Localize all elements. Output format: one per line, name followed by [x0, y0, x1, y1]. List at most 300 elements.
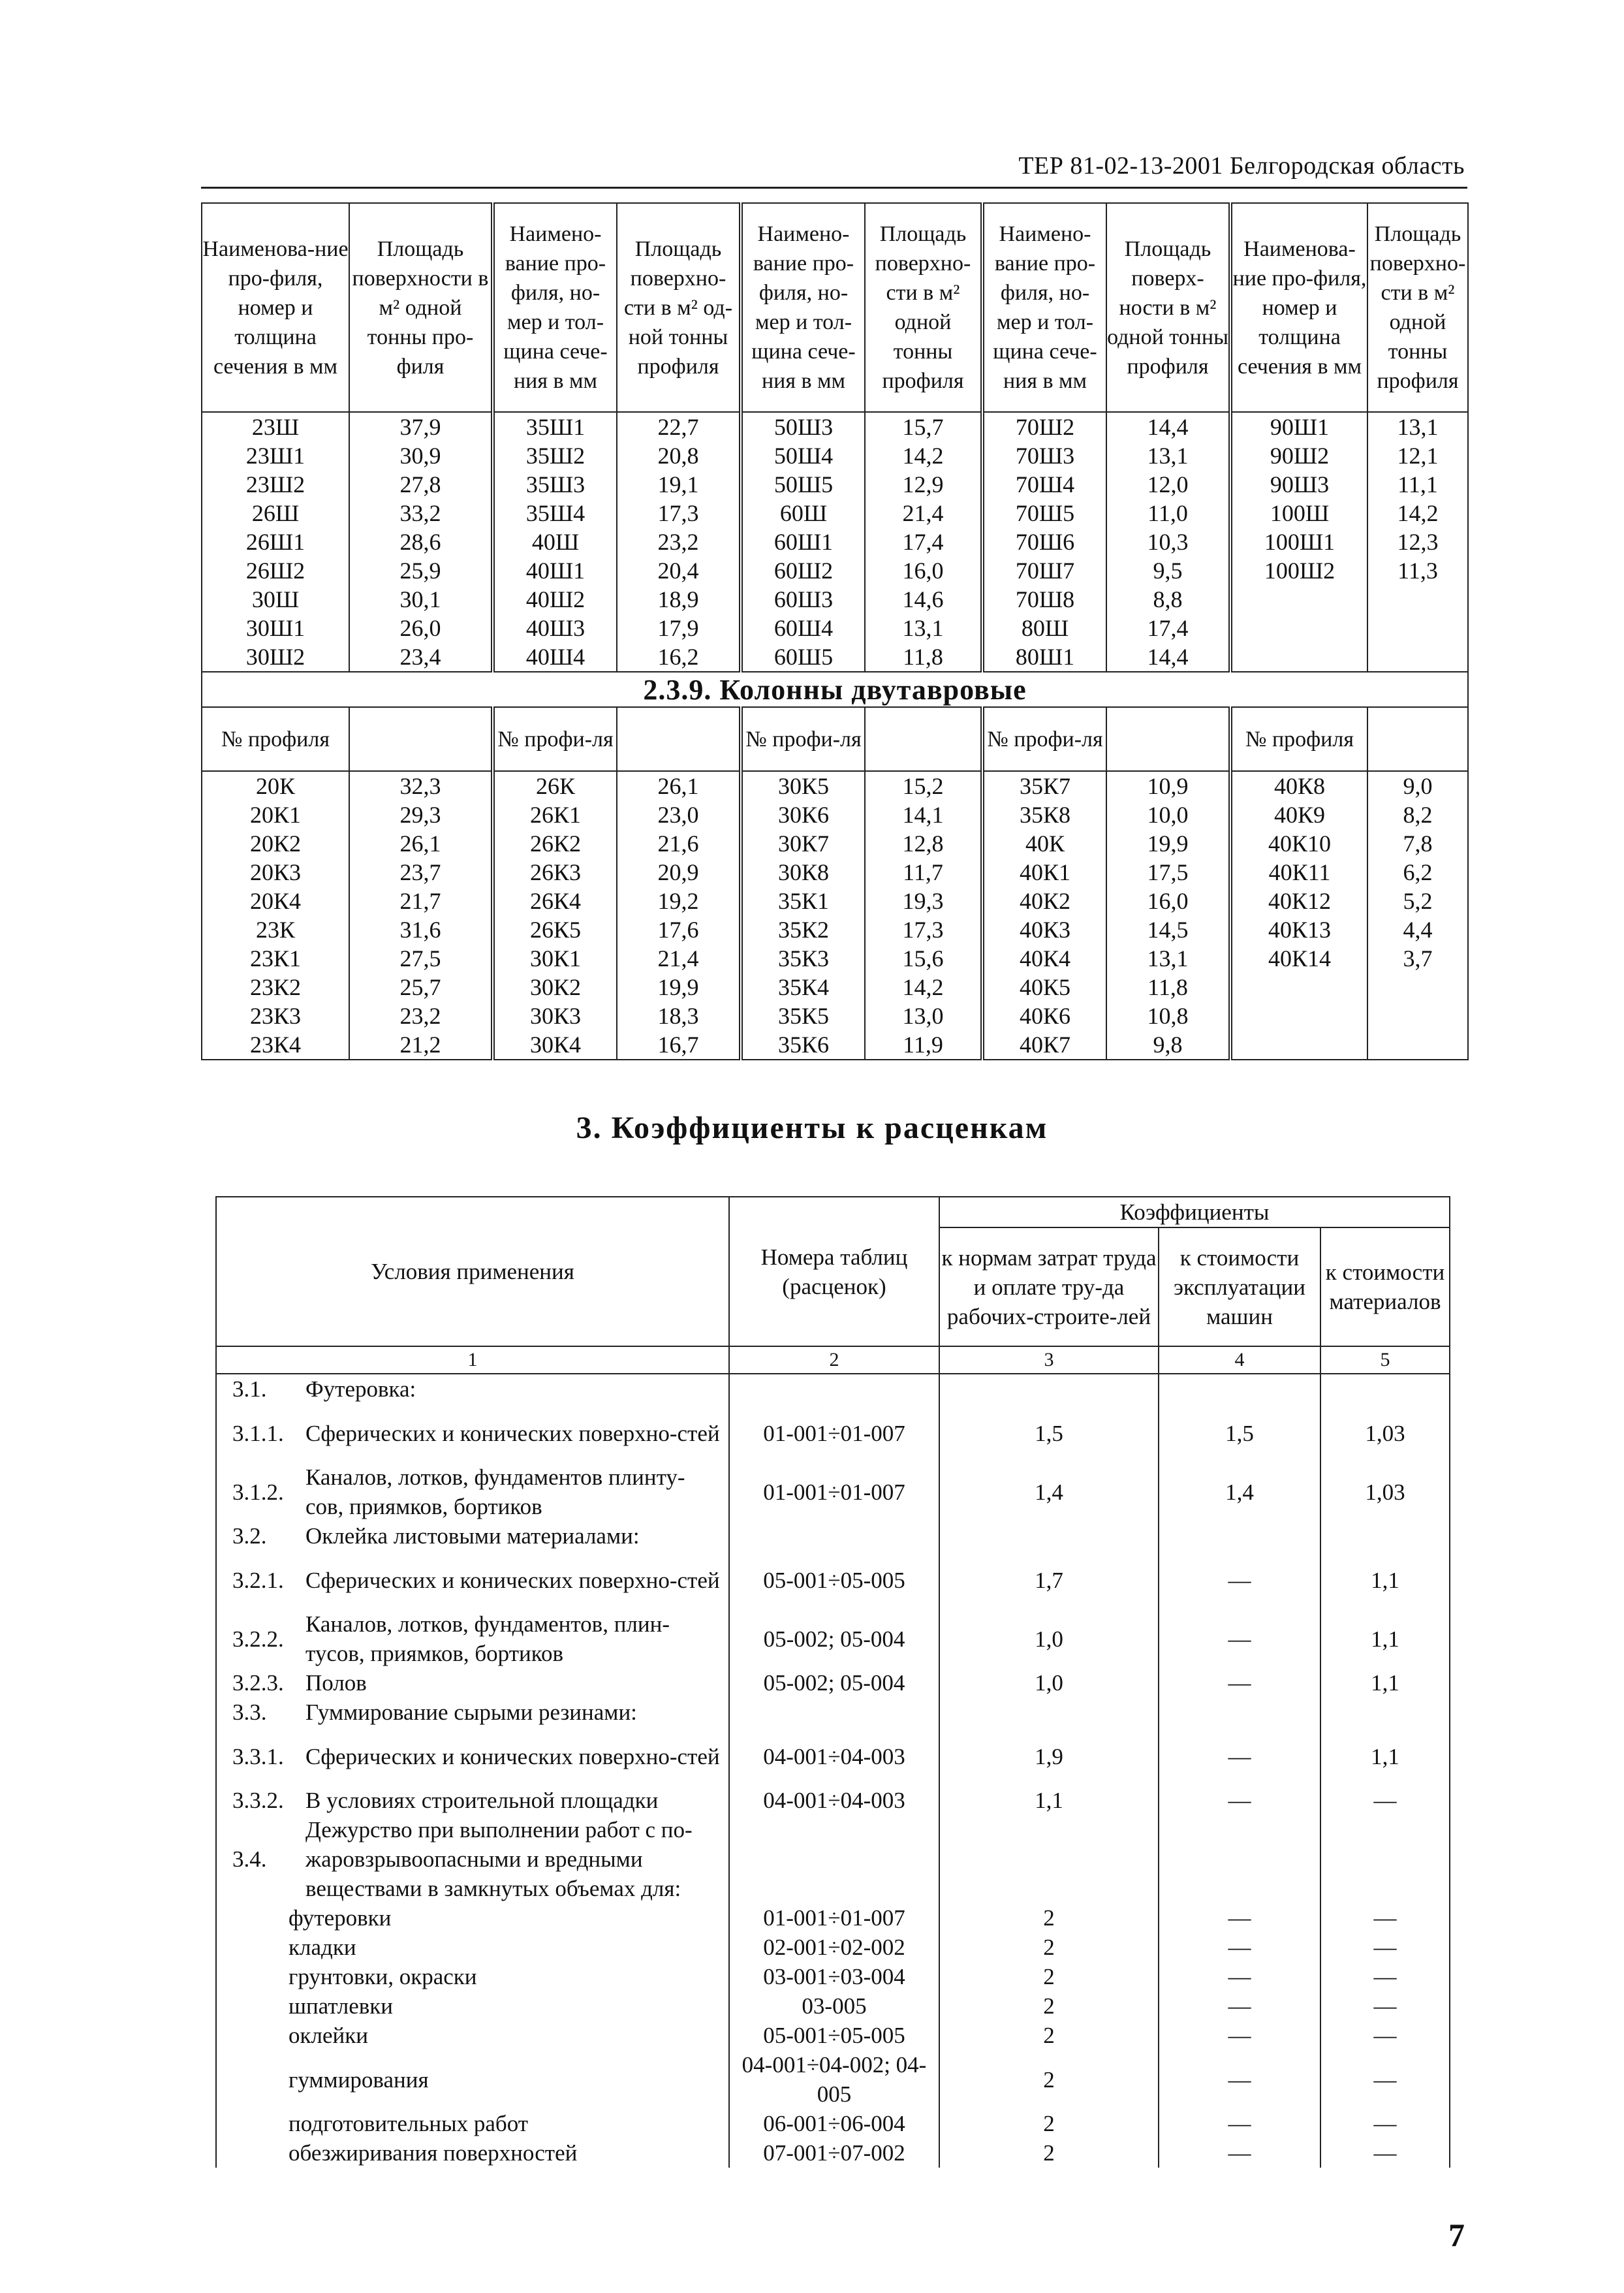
- area-value-cell: 23,2: [349, 1002, 493, 1030]
- profile-name-cell: 40К3: [982, 915, 1106, 944]
- materials-cell: —: [1373, 1935, 1397, 1960]
- area-value-cell: 4,4: [1367, 915, 1468, 944]
- area-value-cell: 27,8: [349, 470, 493, 499]
- area-value-cell: 30,9: [349, 441, 493, 470]
- machines-cell: —: [1228, 1743, 1251, 1769]
- table-cell: 01-001÷01-007: [763, 1905, 905, 1931]
- area-value-cell: 11,8: [1106, 973, 1230, 1002]
- profile-name-cell: 23К2: [202, 973, 349, 1002]
- table-cell: 03-005: [802, 1993, 867, 2019]
- profile-name-cell: 50Ш4: [741, 441, 865, 470]
- table-cell: [730, 1815, 939, 1903]
- area-value-cell: 9,5: [1106, 556, 1230, 585]
- column-header: Наимено-вание про-филя, но-мер и тол-щина сече-ния в мм: [493, 203, 617, 412]
- materials-cell: —: [1373, 2140, 1397, 2166]
- machines-cell: —: [1228, 2140, 1251, 2166]
- table-cell: [730, 1521, 939, 1551]
- condition-text: гуммирования: [289, 2066, 429, 2093]
- profile-name-cell: 40К13: [1230, 915, 1367, 944]
- profile-name-cell: 30К1: [493, 944, 617, 973]
- condition-text: оклейки: [289, 2023, 368, 2048]
- area-value-cell: 14,5: [1106, 915, 1230, 944]
- profile-name-cell: 30К5: [741, 771, 865, 800]
- area-value-cell: 33,2: [349, 499, 493, 528]
- area-value-cell: 32,3: [349, 771, 493, 800]
- condition-item: [217, 1786, 728, 1815]
- machines-cell: —: [1228, 1905, 1251, 1931]
- profile-name-cell: 35К6: [741, 1030, 865, 1060]
- section-row: [202, 672, 1468, 707]
- labor-cell: [940, 1521, 1158, 1551]
- area-value-cell: 14,6: [865, 585, 982, 614]
- area-value-cell: 11,3: [1367, 556, 1468, 585]
- area-value-cell: 21,4: [617, 944, 741, 973]
- profile-name-cell: 35К4: [741, 973, 865, 1002]
- materials-coef-column: [1320, 1374, 1450, 2168]
- condition-item: [217, 2050, 728, 2109]
- table-cell: 05-002; 05-004: [763, 1626, 905, 1652]
- area-value-cell: 12,9: [865, 470, 982, 499]
- condition-number: 3.4.: [232, 1846, 267, 1872]
- condition-number: 3.1.2.: [232, 1479, 284, 1505]
- area-value-cell: 11,8: [865, 642, 982, 672]
- area-value-cell: 20,9: [617, 858, 741, 887]
- column-header: Наимено-вание про-филя, но-мер и тол-щина сече-ния в мм: [741, 203, 865, 412]
- condition-number: 3.2.3.: [232, 1670, 284, 1696]
- profile-name-cell: 20К1: [202, 800, 349, 829]
- table-row: [202, 800, 1468, 829]
- profile-name-cell: 30К4: [493, 1030, 617, 1060]
- condition-text: Дежурство при выполнении работ с по-жаровзрывоопасными и вредными веществами в замкнутых объемах для:: [305, 1817, 693, 1901]
- area-value-cell: 7,8: [1367, 829, 1468, 858]
- area-value-cell: 21,7: [349, 887, 493, 915]
- column-header: № профиля: [1230, 707, 1367, 771]
- table-row: [202, 887, 1468, 915]
- table-row: [202, 412, 1468, 441]
- condition-item: [217, 2138, 728, 2168]
- profile-name-cell: 40К11: [1230, 858, 1367, 887]
- profile-name-cell: 40К8: [1230, 771, 1367, 800]
- profile-name-cell: 20К3: [202, 858, 349, 887]
- area-value-cell: 15,2: [865, 771, 982, 800]
- condition-text: шпатлевки: [289, 1993, 393, 2019]
- profile-name-cell: 23Ш2: [202, 470, 349, 499]
- section-title-2-3-9: 2.3.9. Колонны двутавровые: [202, 672, 1468, 707]
- column-header: Наименова-ние про-филя, номер и толщина сечения в мм: [202, 203, 349, 412]
- profile-name-cell: 26Ш1: [202, 528, 349, 556]
- area-value-cell: 26,1: [617, 771, 741, 800]
- column-header: [865, 707, 982, 771]
- condition-number: 3.1.: [232, 1376, 267, 1402]
- profile-name-cell: 40К9: [1230, 800, 1367, 829]
- profile-name-cell: 40К2: [982, 887, 1106, 915]
- table-row: [202, 829, 1468, 858]
- machines-cell: [1159, 1521, 1320, 1551]
- col-number: 3: [939, 1346, 1159, 1374]
- materials-cell: —: [1373, 2023, 1397, 2048]
- profile-name-cell: 40К4: [982, 944, 1106, 973]
- table-cell: 05-001÷05-005: [763, 2023, 905, 2048]
- table-row: [202, 858, 1468, 887]
- area-value-cell: 17,4: [1106, 614, 1230, 642]
- profile-name-cell: 40Ш4: [493, 642, 617, 672]
- condition-item: [217, 1815, 728, 1903]
- profile-name-cell: 30Ш1: [202, 614, 349, 642]
- machines-cell: —: [1228, 1670, 1251, 1696]
- area-value-cell: 16,7: [617, 1030, 741, 1060]
- area-value-cell: 23,2: [617, 528, 741, 556]
- profile-name-cell: 23К: [202, 915, 349, 944]
- profile-name-cell: 30Ш2: [202, 642, 349, 672]
- profile-name-cell: 40К6: [982, 1002, 1106, 1030]
- condition-item: [217, 1727, 728, 1786]
- condition-text: Сферических и конических поверхно-стей: [305, 1567, 720, 1593]
- labor-cell: 1,4: [1035, 1479, 1063, 1505]
- profile-name-cell: 35К1: [741, 887, 865, 915]
- profile-name-cell: [1230, 1002, 1367, 1030]
- area-value-cell: 14,1: [865, 800, 982, 829]
- labor-coef-column: [939, 1374, 1159, 2168]
- machines-cell: —: [1228, 1964, 1251, 1989]
- area-value-cell: 31,6: [349, 915, 493, 944]
- profile-name-cell: 26К4: [493, 887, 617, 915]
- header-labor: к нормам затрат труда и оплате тру-да рабочих-строите-лей: [939, 1227, 1159, 1346]
- area-value-cell: 10,3: [1106, 528, 1230, 556]
- area-value-cell: 13,1: [1367, 412, 1468, 441]
- conditions-column: [216, 1374, 729, 2168]
- profile-name-cell: 35Ш3: [493, 470, 617, 499]
- profile-name-cell: 26К1: [493, 800, 617, 829]
- machines-cell: —: [1228, 2111, 1251, 2136]
- table-row: [202, 642, 1468, 672]
- area-value-cell: 11,9: [865, 1030, 982, 1060]
- materials-cell: [1321, 1521, 1449, 1551]
- profile-name-cell: 35Ш4: [493, 499, 617, 528]
- materials-cell: [1321, 1815, 1449, 1903]
- table-row: [202, 470, 1468, 499]
- area-value-cell: 12,3: [1367, 528, 1468, 556]
- area-value-cell: 28,6: [349, 528, 493, 556]
- condition-number: 3.3.2.: [232, 1788, 284, 1813]
- area-value-cell: 9,0: [1367, 771, 1468, 800]
- column-header: № профи-ля: [493, 707, 617, 771]
- area-value-cell: 13,1: [865, 614, 982, 642]
- condition-text: Полов: [305, 1670, 367, 1696]
- area-value-cell: 18,9: [617, 585, 741, 614]
- area-value-cell: 29,3: [349, 800, 493, 829]
- profile-name-cell: 26К2: [493, 829, 617, 858]
- materials-cell: —: [1373, 2111, 1397, 2136]
- labor-cell: 1,5: [1035, 1420, 1063, 1446]
- area-value-cell: 8,2: [1367, 800, 1468, 829]
- table-header-row: [202, 707, 1468, 771]
- machines-cell: 1,4: [1225, 1479, 1254, 1505]
- column-header: [1367, 707, 1468, 771]
- labor-cell: [940, 1374, 1158, 1404]
- page-number: 7: [1448, 2217, 1465, 2253]
- area-value-cell: 17,9: [617, 614, 741, 642]
- condition-text: обезжиривания поверхностей: [289, 2140, 578, 2166]
- labor-cell: 1,0: [1035, 1670, 1063, 1696]
- profile-name-cell: 40Ш2: [493, 585, 617, 614]
- col-number: 2: [729, 1346, 939, 1374]
- condition-number: 3.2.2.: [232, 1626, 284, 1652]
- area-value-cell: 15,7: [865, 412, 982, 441]
- table-row: [202, 915, 1468, 944]
- area-value-cell: 14,2: [1367, 499, 1468, 528]
- area-value-cell: 6,2: [1367, 858, 1468, 887]
- materials-cell: 1,1: [1371, 1670, 1399, 1696]
- machines-coef-column: [1159, 1374, 1320, 2168]
- area-value-cell: 15,6: [865, 944, 982, 973]
- table-row: [202, 441, 1468, 470]
- area-value-cell: 11,0: [1106, 499, 1230, 528]
- area-value-cell: [1367, 642, 1468, 672]
- area-value-cell: 12,8: [865, 829, 982, 858]
- area-value-cell: 25,9: [349, 556, 493, 585]
- profile-name-cell: 70Ш6: [982, 528, 1106, 556]
- condition-text: Футеровка:: [305, 1376, 416, 1402]
- materials-cell: —: [1373, 2066, 1397, 2093]
- profile-name-cell: 23Ш: [202, 412, 349, 441]
- area-value-cell: 10,8: [1106, 1002, 1230, 1030]
- profile-area-table: [201, 202, 1469, 1060]
- condition-text: футеровки: [289, 1905, 392, 1931]
- profile-name-cell: 40К14: [1230, 944, 1367, 973]
- profile-name-cell: [1230, 642, 1367, 672]
- profile-name-cell: [1230, 585, 1367, 614]
- condition-item: [217, 2021, 728, 2050]
- table-row: [202, 973, 1468, 1002]
- profile-name-cell: 40Ш3: [493, 614, 617, 642]
- area-value-cell: 21,6: [617, 829, 741, 858]
- area-value-cell: 13,1: [1106, 441, 1230, 470]
- area-value-cell: 10,0: [1106, 800, 1230, 829]
- profile-name-cell: 40К10: [1230, 829, 1367, 858]
- labor-cell: 2: [1043, 1964, 1055, 1989]
- profile-name-cell: 40К5: [982, 973, 1106, 1002]
- condition-text: Каналов, лотков, фундаментов плинту-сов, приямков, бортиков: [305, 1464, 685, 1519]
- table-cell: 04-001÷04-003: [763, 1788, 905, 1813]
- area-value-cell: 14,2: [865, 441, 982, 470]
- machines-cell: —: [1228, 1935, 1251, 1960]
- area-value-cell: 3,7: [1367, 944, 1468, 973]
- area-value-cell: 12,0: [1106, 470, 1230, 499]
- area-value-cell: 11,7: [865, 858, 982, 887]
- condition-number: 3.1.1.: [232, 1420, 284, 1446]
- table-cell: 05-001÷05-005: [763, 1567, 905, 1593]
- labor-cell: 2: [1043, 2111, 1055, 2136]
- header-machines: к стоимости эксплуатации машин: [1159, 1227, 1320, 1346]
- profile-name-cell: 70Ш7: [982, 556, 1106, 585]
- profile-name-cell: 60Ш5: [741, 642, 865, 672]
- profile-name-cell: 23К3: [202, 1002, 349, 1030]
- table-row: [202, 771, 1468, 800]
- materials-cell: 1,1: [1371, 1567, 1399, 1593]
- area-value-cell: 17,3: [865, 915, 982, 944]
- condition-text: Сферических и конических поверхно-стей: [305, 1743, 720, 1769]
- table-row: [202, 585, 1468, 614]
- profile-name-cell: 70Ш3: [982, 441, 1106, 470]
- profile-name-cell: 23К1: [202, 944, 349, 973]
- column-header: [1106, 707, 1230, 771]
- profile-name-cell: 26К3: [493, 858, 617, 887]
- profile-name-cell: 70Ш8: [982, 585, 1106, 614]
- materials-cell: —: [1373, 1993, 1397, 2019]
- area-value-cell: 16,0: [865, 556, 982, 585]
- area-value-cell: 19,3: [865, 887, 982, 915]
- machines-cell: —: [1228, 1993, 1251, 2019]
- table-cell: 01-001÷01-007: [763, 1420, 905, 1446]
- table-cell: 04-001÷04-003: [763, 1743, 905, 1769]
- table-cell: [730, 1374, 939, 1404]
- labor-cell: 1,7: [1035, 1567, 1063, 1593]
- table-row: [202, 1002, 1468, 1030]
- column-header: Наименова-ние про-филя, номер и толщина сечения в мм: [1230, 203, 1367, 412]
- machines-cell: [1159, 1374, 1320, 1404]
- machines-cell: —: [1228, 1567, 1251, 1593]
- area-value-cell: 21,2: [349, 1030, 493, 1060]
- labor-cell: 2: [1043, 2023, 1055, 2048]
- area-value-cell: 23,0: [617, 800, 741, 829]
- materials-cell: 1,1: [1371, 1743, 1399, 1769]
- machines-cell: —: [1228, 2066, 1251, 2093]
- materials-cell: —: [1373, 1905, 1397, 1931]
- profile-name-cell: 40К7: [982, 1030, 1106, 1060]
- area-value-cell: 13,1: [1106, 944, 1230, 973]
- area-value-cell: 17,4: [865, 528, 982, 556]
- area-value-cell: [1367, 973, 1468, 1002]
- area-value-cell: 8,8: [1106, 585, 1230, 614]
- area-value-cell: 23,4: [349, 642, 493, 672]
- profile-name-cell: 40Ш: [493, 528, 617, 556]
- condition-item: [217, 1463, 728, 1521]
- header-conditions: Условия применения: [216, 1197, 729, 1346]
- profile-name-cell: 70Ш5: [982, 499, 1106, 528]
- area-value-cell: 20,8: [617, 441, 741, 470]
- labor-cell: [940, 1698, 1158, 1727]
- tables-column: [729, 1374, 939, 2168]
- area-value-cell: 37,9: [349, 412, 493, 441]
- col-number: 4: [1159, 1346, 1320, 1374]
- column-header: Площадь поверхно-сти в м² од-ной тонны профиля: [617, 203, 741, 412]
- area-value-cell: 16,0: [1106, 887, 1230, 915]
- profile-name-cell: 30К3: [493, 1002, 617, 1030]
- profile-name-cell: 30К7: [741, 829, 865, 858]
- profile-name-cell: 90Ш1: [1230, 412, 1367, 441]
- area-value-cell: [1367, 1002, 1468, 1030]
- profile-name-cell: 70Ш4: [982, 470, 1106, 499]
- column-header: Площадь поверх-ности в м² одной тонны профиля: [1106, 203, 1230, 412]
- profile-name-cell: 100Ш2: [1230, 556, 1367, 585]
- profile-name-cell: 80Ш: [982, 614, 1106, 642]
- header-rule: [201, 187, 1467, 189]
- machines-cell: —: [1228, 2023, 1251, 2048]
- area-value-cell: 22,7: [617, 412, 741, 441]
- column-header: Площадь поверхности в м² одной тонны про-филя: [349, 203, 493, 412]
- area-value-cell: 14,4: [1106, 412, 1230, 441]
- condition-text: Каналов, лотков, фундаментов, плин-тусов, приямков, бортиков: [305, 1611, 670, 1666]
- table-cell: 05-002; 05-004: [763, 1670, 905, 1696]
- condition-item: [217, 1374, 728, 1404]
- table-row: [202, 614, 1468, 642]
- machines-cell: [1159, 1815, 1320, 1903]
- profile-name-cell: 100Ш: [1230, 499, 1367, 528]
- area-value-cell: 9,8: [1106, 1030, 1230, 1060]
- profile-name-cell: 30К6: [741, 800, 865, 829]
- profile-name-cell: 23К4: [202, 1030, 349, 1060]
- profile-name-cell: [1230, 1030, 1367, 1060]
- profile-name-cell: 30К2: [493, 973, 617, 1002]
- table-cell: 02-001÷02-002: [763, 1935, 905, 1960]
- column-header: № профиля: [202, 707, 349, 771]
- table-row: [202, 556, 1468, 585]
- area-value-cell: 23,7: [349, 858, 493, 887]
- condition-text: В условиях строительной площадки: [305, 1788, 659, 1813]
- profile-name-cell: 35К3: [741, 944, 865, 973]
- labor-cell: 2: [1043, 1993, 1055, 2019]
- profile-name-cell: 35Ш2: [493, 441, 617, 470]
- profile-name-cell: 35К5: [741, 1002, 865, 1030]
- profile-name-cell: 35Ш1: [493, 412, 617, 441]
- area-value-cell: 16,2: [617, 642, 741, 672]
- header-coefficients: Коэффициенты: [939, 1197, 1450, 1227]
- area-value-cell: 26,0: [349, 614, 493, 642]
- area-value-cell: 19,9: [617, 973, 741, 1002]
- labor-cell: 2: [1043, 2140, 1055, 2166]
- table-header-row: [202, 203, 1468, 412]
- area-value-cell: 17,3: [617, 499, 741, 528]
- col-number: 5: [1320, 1346, 1450, 1374]
- profile-name-cell: 26К: [493, 771, 617, 800]
- condition-text: кладки: [289, 1935, 356, 1960]
- area-value-cell: 20,4: [617, 556, 741, 585]
- profile-name-cell: 70Ш2: [982, 412, 1106, 441]
- machines-cell: —: [1228, 1626, 1251, 1652]
- area-value-cell: 18,3: [617, 1002, 741, 1030]
- profile-name-cell: 20К2: [202, 829, 349, 858]
- profile-name-cell: 50Ш3: [741, 412, 865, 441]
- table-cell: 03-001÷03-004: [763, 1964, 905, 1989]
- profile-name-cell: 26Ш: [202, 499, 349, 528]
- table-cell: 07-001÷07-002: [763, 2140, 905, 2166]
- condition-item: [217, 1698, 728, 1727]
- area-value-cell: 5,2: [1367, 887, 1468, 915]
- area-value-cell: 10,9: [1106, 771, 1230, 800]
- condition-number: 3.2.1.: [232, 1567, 284, 1593]
- condition-item: [217, 1962, 728, 1991]
- profile-name-cell: 50Ш5: [741, 470, 865, 499]
- area-value-cell: 14,4: [1106, 642, 1230, 672]
- table-cell: 04-001÷04-002; 04-005: [742, 2052, 927, 2107]
- area-value-cell: 27,5: [349, 944, 493, 973]
- profile-name-cell: 40К12: [1230, 887, 1367, 915]
- area-value-cell: 26,1: [349, 829, 493, 858]
- profile-name-cell: 35К8: [982, 800, 1106, 829]
- profile-name-cell: 100Ш1: [1230, 528, 1367, 556]
- condition-text: Сферических и конических поверхно-стей: [305, 1420, 720, 1446]
- machines-cell: —: [1228, 1788, 1251, 1813]
- labor-cell: 1,1: [1035, 1788, 1063, 1813]
- header-materials: к стоимости материалов: [1320, 1227, 1450, 1346]
- coefficients-table: [215, 1196, 1450, 2168]
- area-value-cell: [1367, 614, 1468, 642]
- column-header: Площадь поверхно-сти в м² одной тонны профиля: [1367, 203, 1468, 412]
- machines-cell: 1,5: [1225, 1420, 1254, 1446]
- column-header: № профи-ля: [741, 707, 865, 771]
- profile-name-cell: 80Ш1: [982, 642, 1106, 672]
- area-value-cell: 30,1: [349, 585, 493, 614]
